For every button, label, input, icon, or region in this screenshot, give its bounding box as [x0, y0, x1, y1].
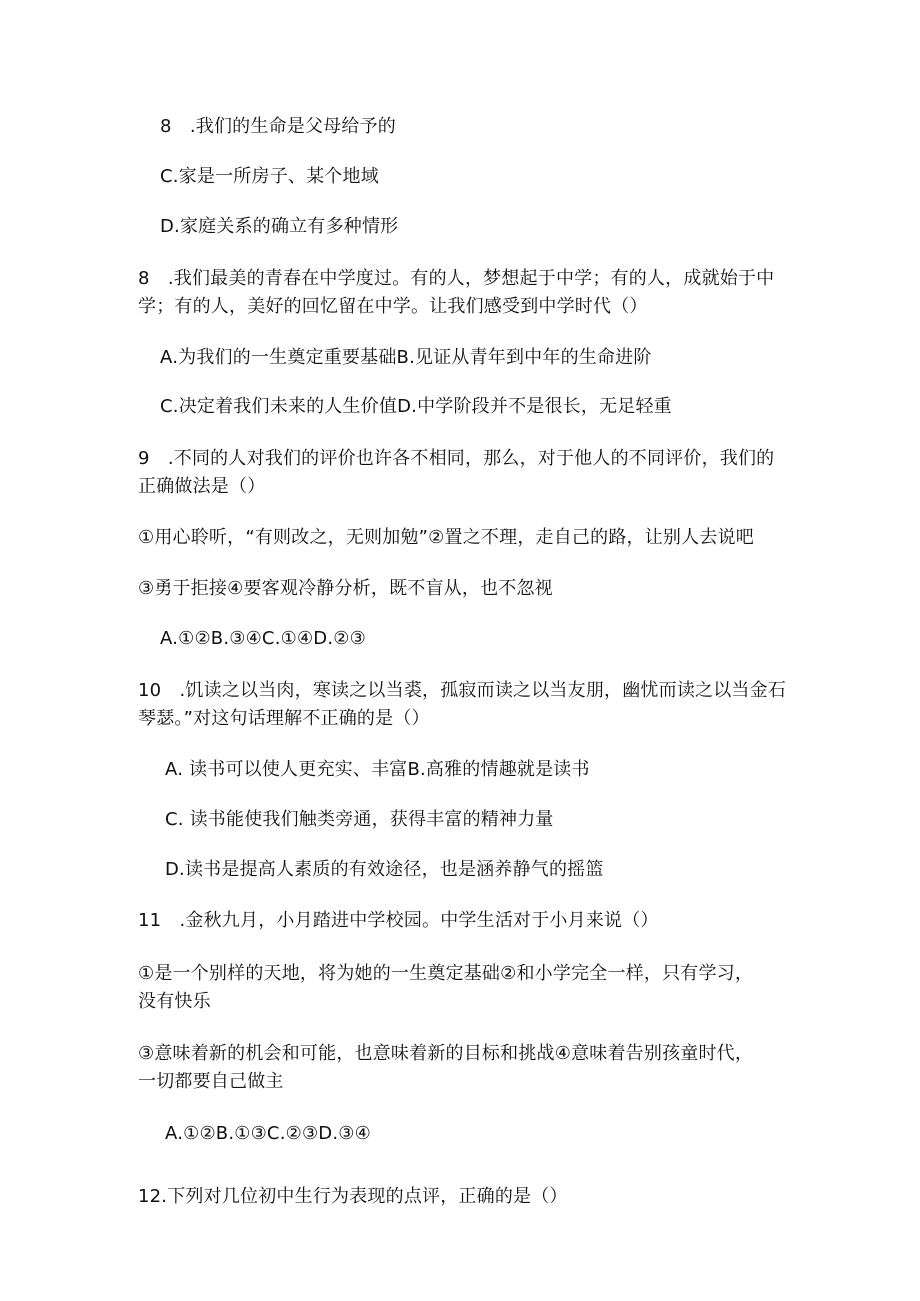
text-line: ①用心聆听，“有则改之，无则加勉”②置之不理，走自己的路，让别人去说吧	[138, 527, 754, 548]
text-line: 琴瑟。”对这句话理解不正确的是（）	[138, 708, 430, 729]
text-line: 学；有的人，美好的回忆留在中学。让我们感受到中学时代（）	[138, 296, 648, 317]
text-line: A.①②B.①③C.②③D.③④	[165, 1123, 371, 1144]
text-line: D.读书是提高人素质的有效途径，也是涵养静气的摇篮	[165, 859, 604, 880]
text-line: ③勇于拒接④要客观冷静分析，既不盲从，也不忽视	[138, 578, 553, 599]
text-line: A.①②B.③④C.①④D.②③	[160, 628, 366, 649]
text-line: ③意味着新的机会和可能，也意味着新的目标和挑战④意味着告别孩童时代，	[138, 1043, 754, 1064]
text-line: 8 .我们的生命是父母给予的	[160, 116, 396, 137]
text-line: 9 .不同的人对我们的评价也许各不相同，那么，对于他人的不同评价，我们的	[138, 448, 775, 469]
text-line: 12.下列对几位初中生行为表现的点评，正确的是（）	[138, 1186, 568, 1207]
text-line: ①是一个别样的天地，将为她的一生奠定基础②和小学完全一样，只有学习，	[138, 963, 754, 984]
text-line: 11 .金秋九月，小月踏进中学校园。中学生活对于小月来说（）	[138, 910, 659, 931]
text-line: 8 .我们最美的青春在中学度过。有的人，梦想起于中学；有的人，成就始于中	[138, 268, 775, 289]
text-line: 一切都要自己做主	[138, 1071, 284, 1092]
text-line: D.家庭关系的确立有多种情形	[160, 216, 399, 237]
text-line: C.家是一所房子、某个地域	[160, 166, 379, 187]
text-line: 10 .饥读之以当肉，寒读之以当裘，孤寂而读之以当友朋，幽忧而读之以当金石	[138, 680, 787, 701]
text-line: A. 读书可以使人更充实、丰富B.高雅的情趣就是读书	[165, 759, 590, 780]
text-line: 正确做法是（）	[138, 476, 266, 497]
text-line: C.决定着我们未来的人生价值D.中学阶段并不是很长，无足轻重	[160, 396, 672, 417]
text-line: C. 读书能使我们触类旁通，获得丰富的精神力量	[165, 809, 554, 830]
text-line: 没有快乐	[138, 991, 211, 1012]
text-line: A.为我们的一生奠定重要基础B.见证从青年到中年的生命进阶	[160, 347, 652, 368]
